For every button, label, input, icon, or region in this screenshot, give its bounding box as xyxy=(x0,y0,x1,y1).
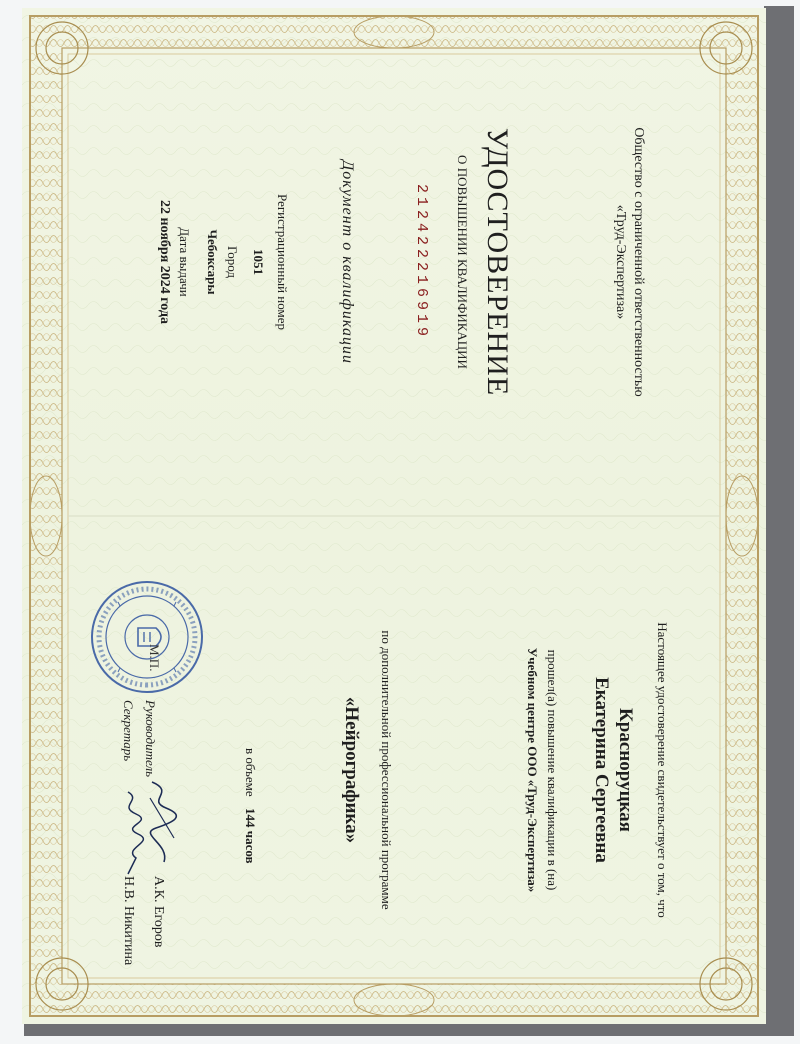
serial-number: 212422216919 xyxy=(413,183,430,341)
stamp-place-mark: М.П. xyxy=(147,644,162,672)
city-label: Город xyxy=(225,245,240,279)
secretary-name: Н.В. Никитина xyxy=(121,876,136,966)
head-name: А.К. Егоров xyxy=(151,876,166,948)
page-shadow xyxy=(764,6,794,1036)
certificate-subtitle: О ПОВЫШЕНИИ КВАЛИФИКАЦИИ xyxy=(455,155,470,369)
registration-number: 1051 xyxy=(251,249,266,275)
certificate-title: УДОСТОВЕРЕНИЕ xyxy=(481,127,514,397)
program-name: «Нейрографика» xyxy=(341,696,362,844)
volume-value: 144 часов xyxy=(243,808,258,864)
page-shadow-bottom xyxy=(24,1022,794,1036)
volume-label: в объеме xyxy=(243,748,258,797)
round-seal xyxy=(88,578,206,696)
holder-surname: Красноруцкая xyxy=(615,708,636,832)
issue-date: 22 ноября 2024 года xyxy=(157,200,172,324)
registration-label: Регистрационный номер xyxy=(275,194,290,330)
secretary-signature xyxy=(114,788,148,878)
head-signature xyxy=(144,778,180,868)
head-role: Руководитель xyxy=(143,700,158,778)
passed-text: прошел(а) повышение квалификации в (на) xyxy=(545,649,560,891)
issue-date-label: Дата выдачи xyxy=(177,227,192,297)
program-label: по дополнительной профессиональной программе xyxy=(379,630,394,910)
document-type: Документ о квалификации xyxy=(339,160,356,364)
organization-brand: «Труд-Экспертиза» xyxy=(613,204,628,320)
certificate-sheet xyxy=(22,8,766,1024)
training-center: Учебном центре ООО «Труд-Экспертиза» xyxy=(525,647,540,893)
city-value: Чебоксары xyxy=(205,229,220,295)
holder-name: Екатерина Сергеевна xyxy=(591,677,612,863)
secretary-role: Секретарь xyxy=(121,700,136,762)
certificate-content xyxy=(22,8,766,1024)
intro-text: Настоящее удостоверение свидетельствует о том, что xyxy=(655,622,670,918)
organization-name: Общество с ограниченной ответственностью xyxy=(631,127,646,397)
